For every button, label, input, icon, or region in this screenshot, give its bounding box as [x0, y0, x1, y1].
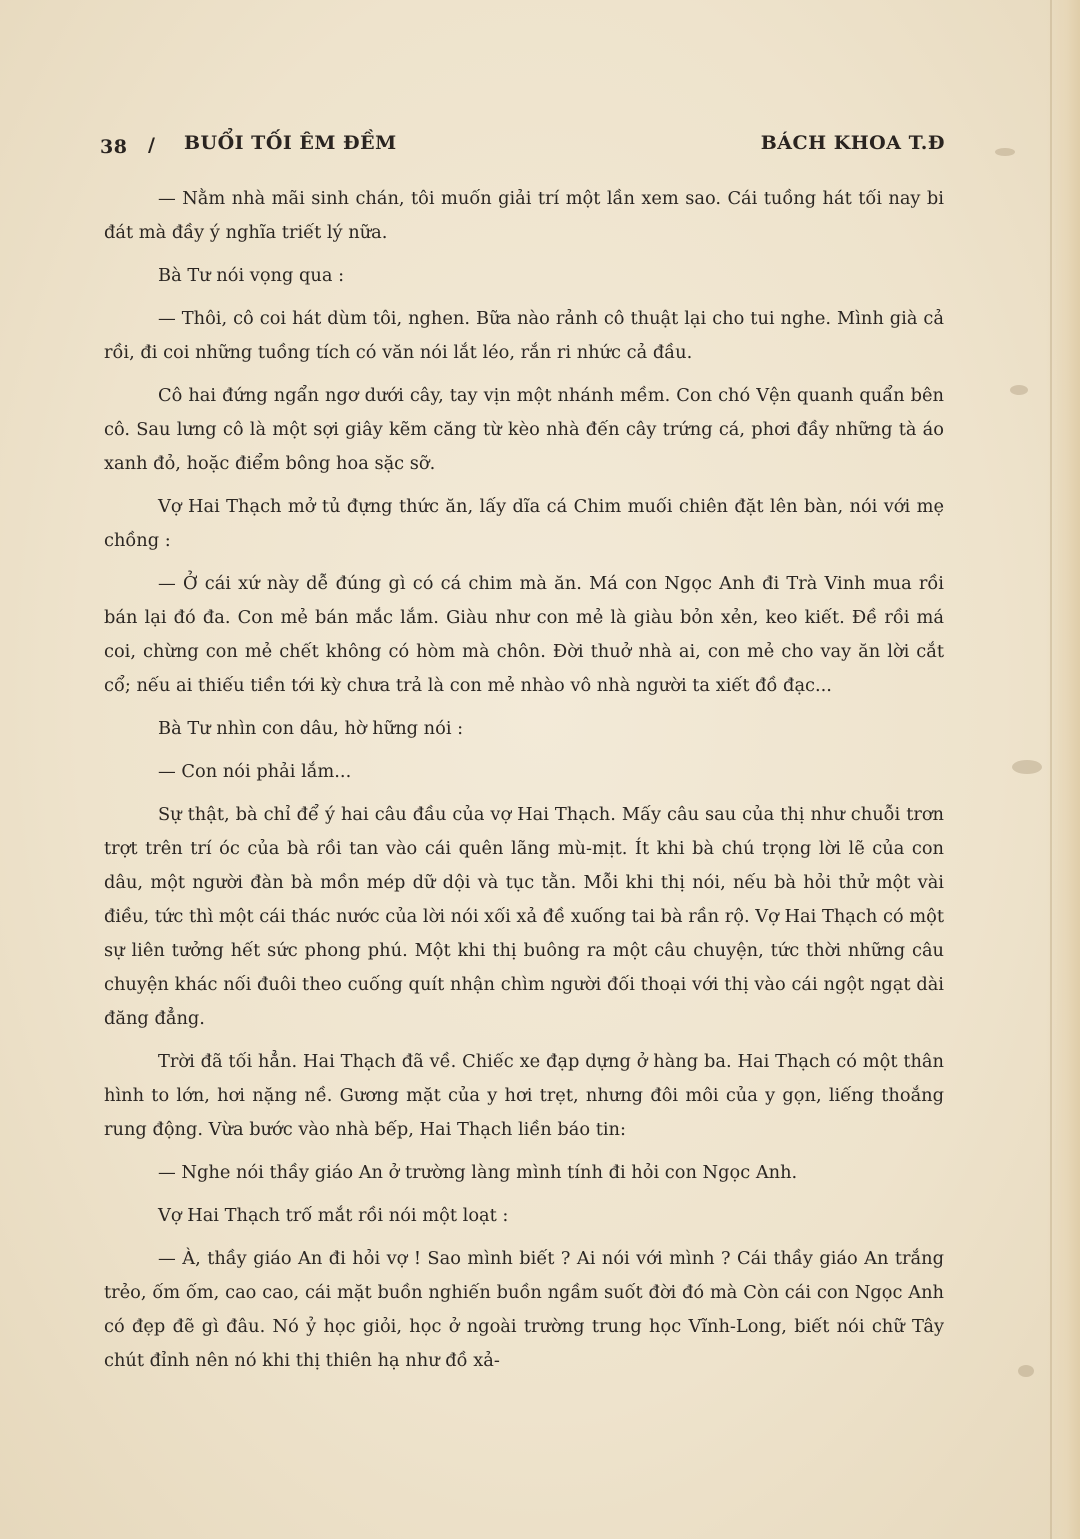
- paper-stain: [1012, 760, 1042, 774]
- page-number: 38: [100, 136, 128, 158]
- paper-stain: [995, 148, 1015, 156]
- paragraph: — À, thầy giáo An đi hỏi vợ ! Sao mình biết ? Ai nói với mình ? Cái thầy giáo An trắng trẻo, ốm ốm, cao cao, cái mặt buồn nghiến buồn ngầm suốt đời đó mà Còn cái con Ngọc Anh có đẹp đẽ gì đâu. Nó ỷ học giỏi, học ở ngoài trường trung học Vĩnh-Long, biết nói chữ Tây chút đỉnh nên nó khi thị thiên hạ như đồ xả-: [104, 1248, 944, 1371]
- paragraph: Vợ Hai Thạch trố mắt rồi nói một loạt :: [158, 1205, 509, 1226]
- paragraph: — Ở cái xứ này dễ đúng gì có cá chim mà ăn. Má con Ngọc Anh đi Trà Vinh mua rồi bán lại đó đa. Con mẻ bán mắc lắm. Giàu như con mẻ là giàu bỏn xẻn, keo kiết. Đề rồi má coi, chừng con mẻ chết không có hòm mà chôn. Đời thuở nhà ai, con mẻ cho vay ăn lời cắt cổ; nếu ai thiếu tiền tới kỳ chưa trả là con mẻ nhào vô nhà người ta xiết đồ đạc...: [104, 573, 944, 696]
- paper-stain: [1010, 385, 1028, 395]
- story-title: BUỔI TỐI ÊM ĐỀM: [184, 132, 397, 154]
- paragraph: Sự thật, bà chỉ để ý hai câu đầu của vợ Hai Thạch. Mấy câu sau của thị như chuỗi trơn trợt trên trí óc của bà rồi tan vào cái quên lãng mù-mịt. Ít khi bà chú trọng lời lẽ của con dâu, một người đàn bà mồn mép dữ dội và tục tằn. Mỗi khi thị nói, nếu bà hỏi thử một vài điều, tức thì một cái thác nước của lời nói xối xả đề xuống tai bà rần rộ. Vợ Hai Thạch có một sự liên tưởng hết sức phong phú. Một khi thị buông ra một câu chuyện, tức thời những câu chuyện khác nối đuôi theo cuống quít nhận chìm người đối thoại với thị vào cái ngột ngạt dài đăng đẳng.: [104, 804, 944, 1029]
- paragraph: — Con nói phải lắm...: [158, 761, 352, 782]
- running-header: [100, 130, 945, 164]
- paragraph: Cô hai đứng ngẩn ngơ dưới cây, tay vịn một nhánh mềm. Con chó Vện quanh quẩn bên cô. Sau lưng cô là một sợi giây kẽm căng từ kèo nhà đến cây trứng cá, phơi đầy những tà áo xanh đỏ, hoặc điểm bông hoa sặc sỡ.: [104, 385, 944, 474]
- page-fold-line: [1050, 0, 1052, 1539]
- paragraph: — Thôi, cô coi hát dùm tôi, nghen. Bữa nào rảnh cô thuật lại cho tui nghe. Mình già cả rồi, đi coi những tuồng tích có văn nói lắt léo, rắn ri nhức cả đầu.: [104, 308, 944, 363]
- paragraph: Bà Tư nói vọng qua :: [158, 265, 345, 286]
- paragraph: Vợ Hai Thạch mở tủ đựng thức ăn, lấy dĩa cá Chim muối chiên đặt lên bàn, nói với mẹ chồng :: [104, 496, 944, 551]
- paragraph: Bà Tư nhìn con dâu, hờ hững nói :: [158, 718, 464, 739]
- body-text: [104, 182, 944, 1378]
- journal-name: BÁCH KHOA T.Đ: [760, 132, 945, 154]
- paper-stain: [1018, 1365, 1034, 1377]
- paragraph: Trời đã tối hẳn. Hai Thạch đã về. Chiếc xe đạp dựng ở hàng ba. Hai Thạch có một thân hình to lớn, hơi nặng nề. Gương mặt của y hơi trẹt, nhưng đôi môi của y gọn, liếng thoắng rung động. Vừa bước vào nhà bếp, Hai Thạch liền báo tin:: [104, 1051, 944, 1140]
- paragraph: — Nghe nói thầy giáo An ở trường làng mình tính đi hỏi con Ngọc Anh.: [158, 1162, 798, 1183]
- header-separator: /: [148, 134, 156, 156]
- paragraph: — Nằm nhà mãi sinh chán, tôi muốn giải trí một lần xem sao. Cái tuồng hát tối nay bi đát mà đầy ý nghĩa triết lý nữa.: [104, 188, 944, 243]
